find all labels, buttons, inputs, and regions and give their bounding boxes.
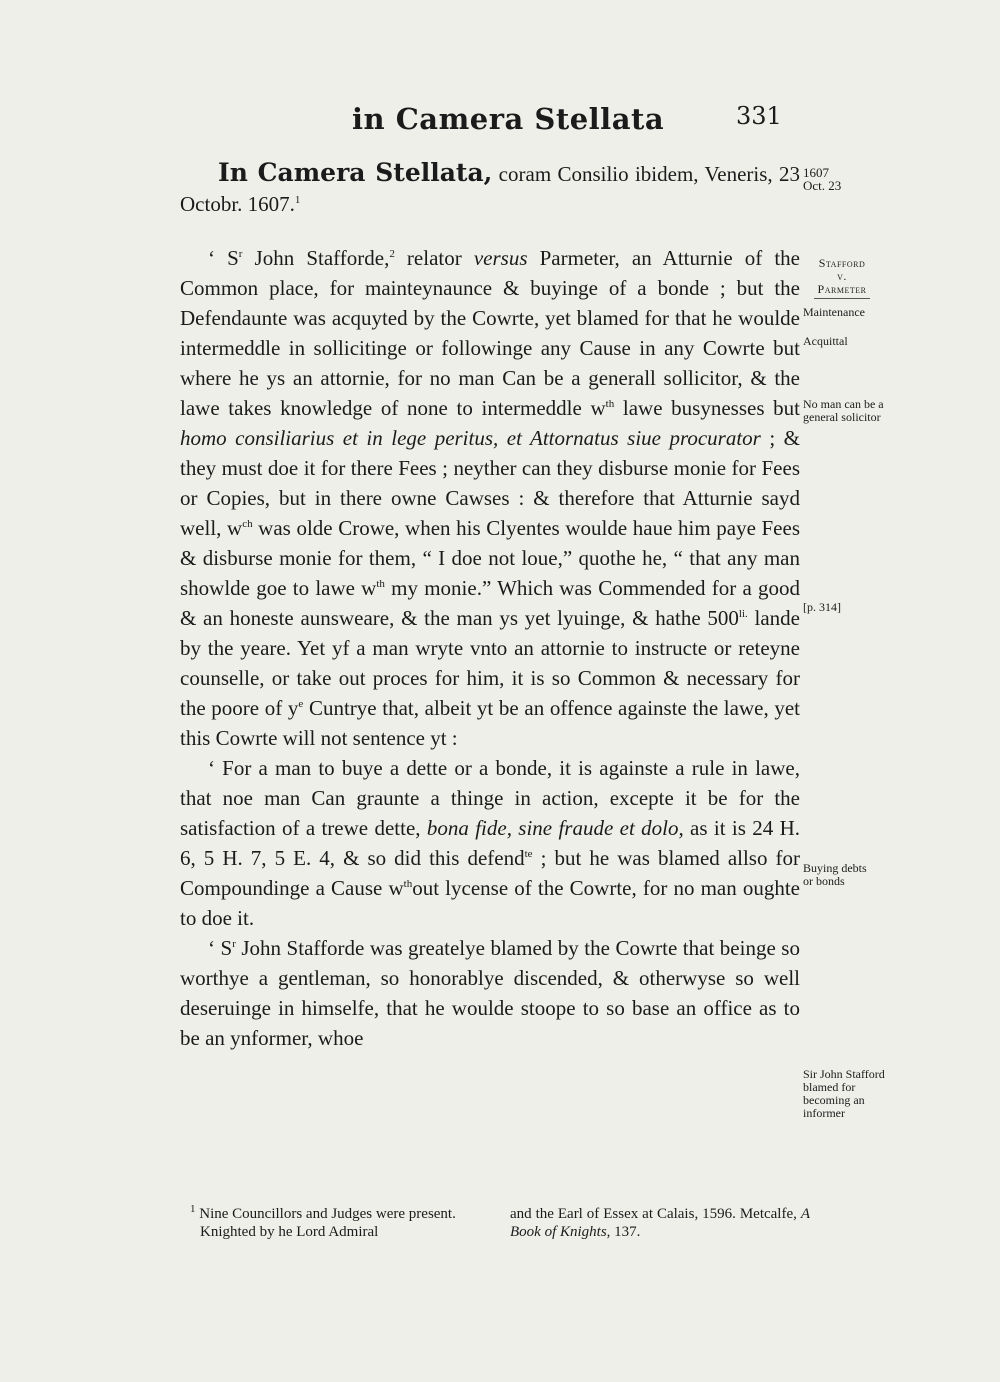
page-number: 331 — [736, 102, 782, 130]
margin-date-year: 1607 — [803, 165, 829, 180]
text-span: my monie.” Which was Commended for a good & an honeste aunsweare, & the man ys yet lyuinge, & hathe 500 — [180, 576, 800, 630]
margin-case-plaintiff: Stafford — [818, 256, 866, 270]
superscript: te — [524, 848, 533, 860]
text-span: as it is 24 H. 6, 5 H. 7, 5 E. 4, & so did this defend — [180, 816, 800, 870]
text-span: Cuntrye that, albeit yt be an offence againste the lawe, yet this Cowrte will not sentence yt : — [180, 696, 800, 750]
margin-date — [803, 166, 903, 192]
margin-case-versus: v. — [837, 269, 847, 283]
paragraph-3 — [180, 933, 800, 1053]
margin-case-name — [803, 257, 881, 301]
text-span: ; but he was blamed allso for Compoundinge a Cause w — [180, 846, 801, 900]
italic-text: bona fide, sine fraude et dolo, — [426, 816, 684, 840]
superscript: r — [232, 938, 236, 950]
superscript: th — [605, 398, 615, 410]
footnote-ref-1: 1 — [294, 194, 301, 206]
paragraph-2 — [180, 753, 800, 933]
footnote-2-start: Knighted by he Lord Admiral — [200, 1224, 379, 1240]
text-span: ‘ S — [208, 936, 233, 960]
italic-text: versus — [473, 246, 528, 270]
margin-case-defendant: Parmeter — [817, 282, 867, 296]
superscript: li. — [738, 608, 748, 620]
running-head: in Camera Stellata — [352, 102, 665, 136]
title-blackletter: In Camera Stellata, — [218, 158, 493, 187]
text-span: lande by the yeare. Yet yf a man wryte vnto an attornie to instructe or reteyne counselle, or take out proces for him, it is so Common & necessary for the poore of y — [180, 606, 800, 720]
footnote-number: 1 — [190, 1203, 196, 1215]
text-span: ‘ S — [208, 246, 239, 270]
italic-text: homo consiliarius et in lege peritus, et Attornatus siue procurator — [180, 426, 761, 450]
margin-maintenance: Maintenance — [803, 305, 865, 319]
footnote-right-column — [510, 1205, 810, 1241]
margin-informer: Sir John Stafford blamed for becoming an informer — [803, 1067, 885, 1120]
main-text — [180, 158, 800, 1053]
text-span: Parmeter, an Atturnie of the Common place, for mainteynaunce & buyinge of a bonde ; but the Defendaunte was acquyted by the Cowrte, yet blamed for that he woulde intermeddle in sollicitinge or followinge any Cause in any Cowrte but where he ys an attornie, for no man Can be a generall sollicitor, & the lawe takes knowledge of none to intermeddle w — [180, 246, 800, 420]
superscript: e — [298, 698, 304, 710]
text-span: John Stafforde, — [242, 246, 390, 270]
text-span: relator — [394, 246, 474, 270]
footnote-ref-2: 2 — [389, 248, 395, 260]
margin-buying-debts: Buying debts or bonds — [803, 861, 867, 888]
footnote-left-column — [190, 1205, 482, 1241]
text-span: was olde Crowe, when his Clyentes woulde haue him paye Fees & disburse monie for them, “ I doe not loue,” quothe he, “ that any man showlde goe to lawe w — [180, 516, 800, 600]
margin-date-day: Oct. 23 — [803, 178, 842, 193]
footnote-1 — [190, 1205, 482, 1223]
superscript: th — [376, 578, 385, 590]
text-span: out lycense of the Cowrte, for no man oughte to doe it. — [180, 876, 800, 930]
paragraph-1 — [180, 243, 800, 753]
margin-acquittal: Acquittal — [803, 334, 848, 348]
section-title — [180, 158, 800, 219]
footnote-1-text: Nine Councillors and Judges were present. — [195, 1206, 456, 1222]
superscript: ch — [242, 518, 253, 530]
margin-rule — [814, 298, 870, 299]
margin-general-solicitor: No man can be a general solicitor — [803, 397, 884, 424]
superscript: th — [403, 878, 413, 890]
margin-page-ref: [p. 314] — [803, 600, 841, 614]
footnote-2-title: A Book of Knights — [510, 1206, 810, 1240]
footnote-2-end: , 137. — [606, 1224, 641, 1240]
text-span: ‘ For a man to buye a dette or a bonde, it is againste a rule in lawe, that noe man Can graunte a thinge in action, excepte it be for the satisfaction of a trewe dette, — [180, 756, 800, 840]
superscript: r — [238, 248, 243, 260]
text-span: ; & they must doe it for there Fees ; neyther can they disburse monie for Fees or Copies, but in there owne Cawses : & therefore that Atturnie sayd well, w — [180, 426, 800, 540]
text-span: John Stafforde was greatelye blamed by the Cowrte that beinge so worthye a gentleman, so honorablye discended, & otherwyse so well deseruinge in himselfe, that he woulde stoope to so base an office as to be an ynformer, whoe — [180, 936, 800, 1050]
text-span: lawe busynesses but — [614, 396, 800, 420]
title-rest: coram Consilio ibidem, Veneris, 23 Octobr. 1607. — [180, 162, 800, 216]
footnote-2-text: and the Earl of Essex at Calais, 1596. Metcalfe, — [510, 1206, 801, 1222]
